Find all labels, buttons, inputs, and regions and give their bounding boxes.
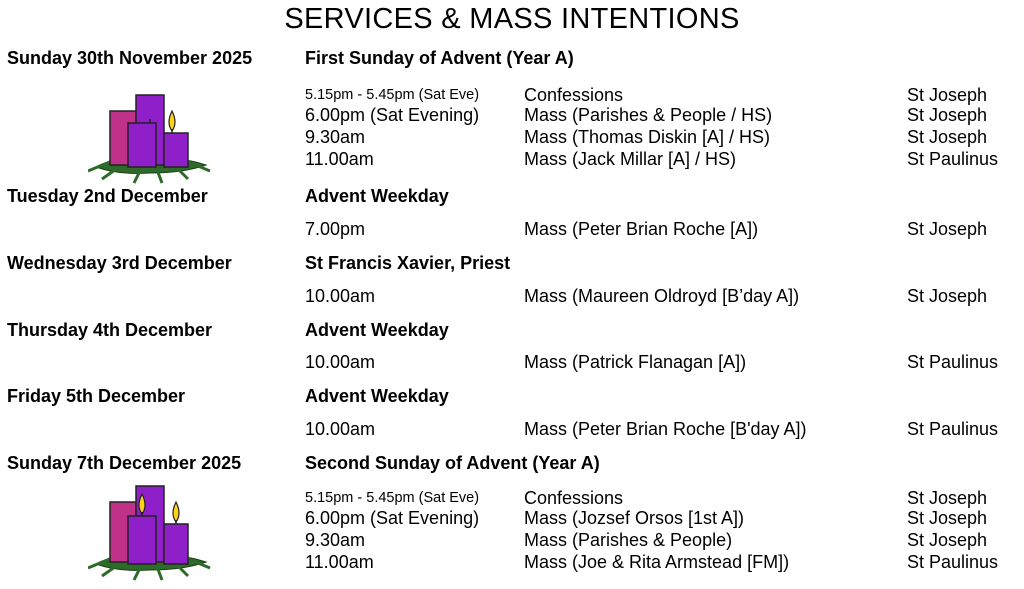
day-heading: Friday 5th December bbox=[7, 386, 186, 406]
service-church: St Paulinus bbox=[907, 149, 999, 169]
day-heading: Thursday 4th December bbox=[7, 320, 213, 340]
feast-heading: Advent Weekday bbox=[305, 320, 449, 340]
service-church: St Joseph bbox=[907, 530, 988, 550]
service-description: Mass (Patrick Flanagan [A]) bbox=[524, 352, 747, 372]
day-heading: Tuesday 2nd December bbox=[7, 186, 208, 206]
day-heading: Wednesday 3rd December bbox=[7, 253, 232, 273]
day-heading: Sunday 7th December 2025 bbox=[7, 453, 242, 473]
service-description: Mass (Peter Brian Roche [A]) bbox=[524, 219, 759, 239]
service-time: 5.15pm - 5.45pm (Sat Eve) bbox=[305, 87, 480, 103]
service-time: 11.00am bbox=[305, 552, 374, 572]
service-description: Mass (Parishes & People) bbox=[524, 530, 733, 550]
service-description: Mass (Thomas Diskin [A] / HS) bbox=[524, 127, 771, 147]
advent-wreath-two-candles-icon bbox=[88, 482, 212, 582]
feast-heading: Advent Weekday bbox=[305, 186, 449, 206]
service-time: 10.00am bbox=[305, 352, 376, 372]
service-row bbox=[0, 219, 1024, 241]
service-row bbox=[0, 419, 1024, 441]
service-time: 10.00am bbox=[305, 419, 376, 439]
service-time: 9.30am bbox=[305, 530, 366, 550]
service-church: St Joseph bbox=[907, 286, 988, 306]
service-description: Confessions bbox=[524, 85, 624, 105]
service-time: 6.00pm (Sat Evening) bbox=[305, 508, 480, 528]
page-title: SERVICES & MASS INTENTIONS bbox=[284, 3, 740, 35]
day-heading: Sunday 30th November 2025 bbox=[7, 48, 253, 68]
service-time: 7.00pm bbox=[305, 219, 366, 239]
service-church: St Joseph bbox=[907, 127, 988, 147]
advent-wreath-one-candle-icon bbox=[88, 85, 212, 185]
service-church: St Joseph bbox=[907, 488, 988, 508]
feast-heading: St Francis Xavier, Priest bbox=[305, 253, 511, 273]
service-description: Mass (Parishes & People / HS) bbox=[524, 105, 773, 125]
service-time: 5.15pm - 5.45pm (Sat Eve) bbox=[305, 490, 480, 506]
service-description: Mass (Peter Brian Roche [B'day A]) bbox=[524, 419, 807, 439]
service-description: Mass (Jack Millar [A] / HS) bbox=[524, 149, 737, 169]
service-time: 6.00pm (Sat Evening) bbox=[305, 105, 480, 125]
service-church: St Paulinus bbox=[907, 552, 999, 572]
service-description: Confessions bbox=[524, 488, 624, 508]
service-church: St Joseph bbox=[907, 105, 988, 125]
service-church: St Joseph bbox=[907, 508, 988, 528]
service-church: St Joseph bbox=[907, 85, 988, 105]
service-church: St Joseph bbox=[907, 219, 988, 239]
service-time: 9.30am bbox=[305, 127, 366, 147]
service-church: St Paulinus bbox=[907, 352, 999, 372]
service-time: 11.00am bbox=[305, 149, 374, 169]
service-description: Mass (Maureen Oldroyd [B’day A]) bbox=[524, 286, 800, 306]
feast-heading: Second Sunday of Advent (Year A) bbox=[305, 453, 600, 473]
service-row bbox=[0, 352, 1024, 374]
service-description: Mass (Joe & Rita Armstead [FM]) bbox=[524, 552, 790, 572]
service-row bbox=[0, 286, 1024, 308]
feast-heading: First Sunday of Advent (Year A) bbox=[305, 48, 574, 68]
service-description: Mass (Jozsef Orsos [1st A]) bbox=[524, 508, 745, 528]
feast-heading: Advent Weekday bbox=[305, 386, 449, 406]
service-time: 10.00am bbox=[305, 286, 376, 306]
service-church: St Paulinus bbox=[907, 419, 999, 439]
